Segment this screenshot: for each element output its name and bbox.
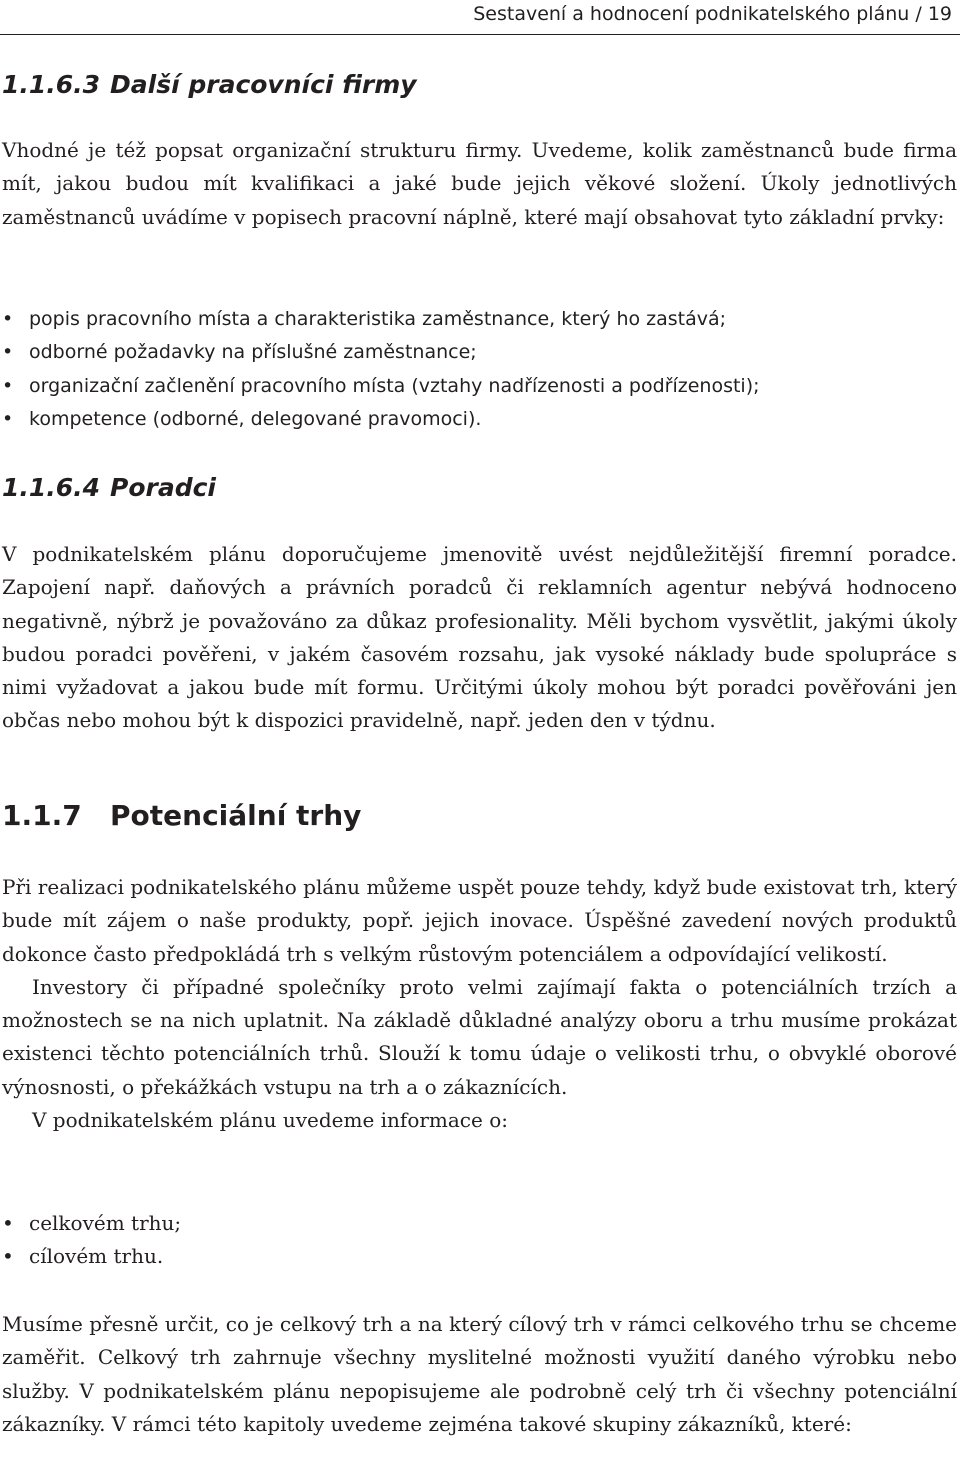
header-rule bbox=[0, 34, 960, 35]
running-header bbox=[473, 3, 952, 25]
body-paragraph: Musíme přesně určit, co je celkový trh a na který cílový trh v rámci celkového trhu se chceme zaměřit. Celkový trh zahrnuje všechny myslitelné možnosti využití daného výrobku nebo služby. V podnikatelském plánu nepopisujeme ale podrobně celý trh či všechny potenciální zákazníky. V rámci této kapitoly uvedeme zejména takové skupiny zákazníků, které: bbox=[2, 1312, 957, 1436]
heading-title: Poradci bbox=[110, 473, 216, 502]
list-item bbox=[2, 1240, 957, 1273]
body-paragraph: Investory či případné společníky proto velmi zajímají fakta o potenciálních trzích a možnostech se na nich uplatnit. Na základě důkladné analýzy oboru a trhu musíme prokázat existenci těchto potenciálních trhů. Slouží k tomu údaje o velikosti trhu, o obvyklé oborové výnosnosti, o překážkách vstupu na trh a o zákaznících. bbox=[2, 974, 957, 1099]
running-title: Sestavení a hodnocení podnikatelského plánu bbox=[473, 3, 910, 25]
bullet-glyph: • bbox=[2, 1244, 14, 1269]
list-item-text: cílovém trhu. bbox=[29, 1244, 164, 1269]
heading-1164 bbox=[2, 473, 216, 502]
page-number: 19 bbox=[927, 3, 952, 25]
list-1163 bbox=[2, 303, 957, 436]
heading-1163 bbox=[2, 70, 417, 99]
list-item-text: organizační začlenění pracovního místa (vztahy nadřízenosti a podřízenosti); bbox=[29, 374, 760, 397]
list-item bbox=[2, 403, 957, 436]
list-item bbox=[2, 336, 957, 369]
heading-number: 1.1.6.4 bbox=[2, 473, 101, 502]
paragraph-1164 bbox=[2, 538, 957, 738]
body-paragraph: V podnikatelském plánu doporučujeme jmenovitě uvést nejdůležitější firemní poradce. Zapojení např. daňových a právních poradců či reklamních agentur nebývá hodnoceno negativně, nýbrž je považováno za důkaz profesionality. Měli bychom vysvětlit, jakými úkoly budou poradci pověřeni, v jakém časovém rozsahu, jak vysoké náklady bude spolupráce s nimi vyžadovat a jakou bude mít formu. Určitými úkoly mohou být poradci pověřováni jen občas nebo mohou být k dispozici pravidelně, např. jeden den v týdnu. bbox=[2, 542, 957, 733]
heading-title: Další pracovníci firmy bbox=[110, 70, 417, 99]
list-117 bbox=[2, 1207, 957, 1274]
bullet-glyph: • bbox=[2, 407, 14, 430]
heading-number: 1.1.7 bbox=[2, 799, 82, 832]
bullet-glyph: • bbox=[2, 1211, 14, 1235]
list-item-text: kompetence (odborné, delegované pravomoci). bbox=[29, 407, 482, 430]
header-separator: / bbox=[915, 3, 922, 25]
heading-117 bbox=[2, 799, 361, 832]
paragraphs-117 bbox=[2, 871, 957, 1137]
bullet-glyph: • bbox=[2, 341, 14, 364]
bullet-glyph: • bbox=[2, 308, 14, 330]
list-item-text: odborné požadavky na příslušné zaměstnance; bbox=[29, 341, 477, 364]
body-paragraph: Vhodné je též popsat organizační strukturu firmy. Uvedeme, kolik zaměstnanců bude firma mít, jakou budou mít kvalifikaci a jaké bude jejich věkové složení. Úkoly jednotlivých zaměstnanců uvádíme v popisech pracovní náplně, které mají obsahovat tyto základní prvky: bbox=[2, 138, 957, 229]
paragraph-117-closing bbox=[2, 1308, 957, 1441]
list-item-text: celkovém trhu; bbox=[29, 1211, 182, 1235]
bullet-glyph: • bbox=[2, 374, 14, 397]
list-item bbox=[2, 370, 957, 403]
paragraph-1163 bbox=[2, 134, 957, 234]
heading-number: 1.1.6.3 bbox=[2, 70, 101, 99]
list-item bbox=[2, 1207, 957, 1240]
body-paragraph: Při realizaci podnikatelského plánu můžeme uspět pouze tehdy, když bude existovat trh, který bude mít zájem o naše produkty, popř. jejich inovace. Úspěšné zavedení nových produktů dokonce často předpokládá trh s velkým růstovým potenciálem a odpovídající velikostí. bbox=[2, 875, 957, 966]
list-item-text: popis pracovního místa a charakteristika zaměstnance, který ho zastává; bbox=[29, 308, 727, 330]
heading-title: Potenciální trhy bbox=[110, 799, 362, 832]
list-item bbox=[2, 303, 957, 336]
body-paragraph: V podnikatelském plánu uvedeme informace o: bbox=[32, 1108, 508, 1133]
